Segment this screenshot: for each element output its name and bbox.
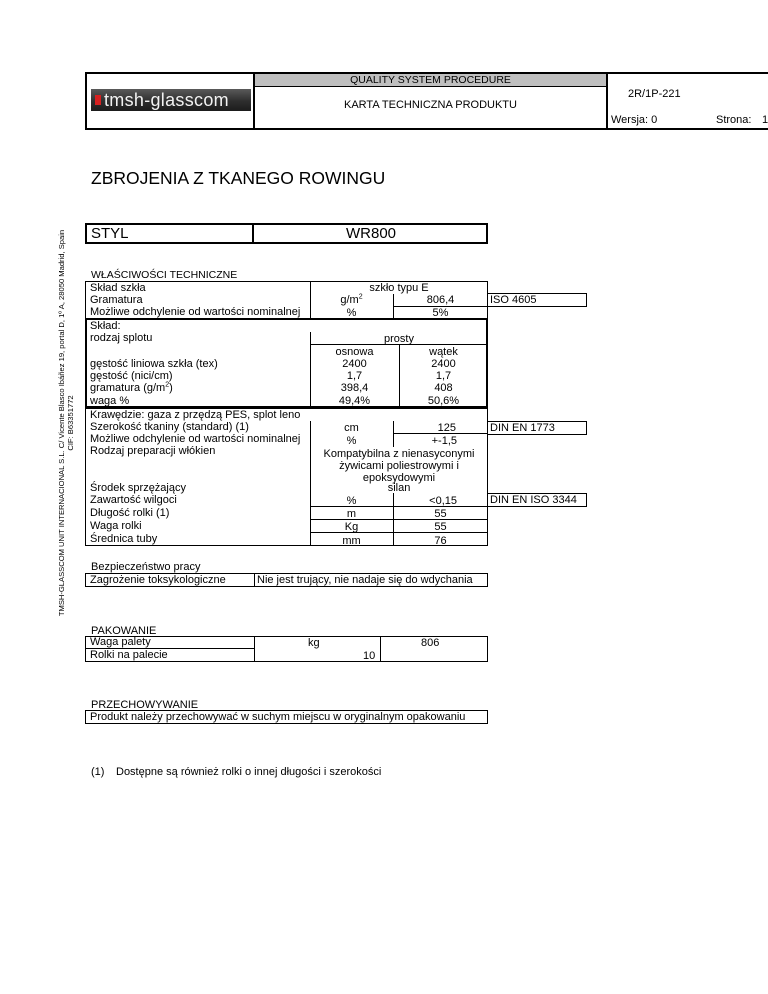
deviation-unit: %	[346, 307, 357, 319]
safety-heading: Bezpieczeństwo pracy	[91, 561, 201, 573]
edges-label: Krawędzie: gaza z przędzą PES, splot leno	[90, 409, 301, 421]
footnote-mark: (1)	[91, 766, 105, 778]
sizing-label: Rodzaj preparacji włókien	[90, 445, 216, 457]
pallet-weight-label: Waga palety	[90, 636, 151, 648]
linear-density-label: gęstość liniowa szkła (tex)	[90, 358, 218, 370]
sidebar-company-text	[57, 123, 75, 723]
weight-pct-warp: 49,4%	[338, 395, 371, 407]
weave-grammage-label	[90, 382, 173, 394]
sizing-line-3: epoksydowymi	[362, 472, 436, 484]
storage-heading: PRZECHOWYWANIE	[91, 699, 199, 711]
sidebar-cif: CIF: B63351772	[66, 395, 75, 451]
coupling-value: silan	[387, 482, 411, 494]
packing-heading: PAKOWANIE	[91, 625, 157, 637]
toxicology-value: Nie jest trujący, nie nadaje się do wdychania	[257, 574, 473, 586]
thread-density-label: gęstość (nici/cm)	[90, 370, 173, 382]
company-logo	[91, 89, 251, 111]
thread-density-warp: 1,7	[346, 370, 363, 382]
tube-diameter-unit: mm	[342, 535, 361, 547]
pallet-weight-unit: kg	[308, 637, 320, 649]
weight-pct-weft: 50,6%	[427, 395, 460, 407]
moisture-unit: %	[346, 495, 357, 507]
roll-weight-value: 55	[434, 521, 447, 533]
sizing-line-1: Kompatybilna z nienasyconymi	[323, 448, 475, 460]
rolls-per-pallet-label: Rolki na palecie	[90, 649, 168, 661]
weft-header: wątek	[429, 346, 458, 358]
composition-label: Skład:	[90, 320, 121, 332]
grammage-value: 806,4	[426, 294, 455, 306]
coupling-label: Środek sprzężający	[90, 482, 186, 494]
roll-length-unit: m	[346, 508, 357, 520]
grammage-label: Gramatura	[90, 294, 143, 306]
grammage-unit	[310, 294, 393, 306]
grammage-unit-text: g/m	[340, 294, 359, 306]
tube-diameter-value: 76	[434, 535, 447, 547]
tech-heading: WŁAŚCIWOŚCI TECHNICZNE	[91, 269, 238, 281]
deviation-label: Możliwe odchylenie od wartości nominalnej	[90, 306, 301, 318]
width-deviation-label: Możliwe odchylenie od wartości nominalnej	[90, 433, 301, 445]
glass-label: Skład szkła	[90, 282, 146, 294]
width-deviation-value: +-1,5	[431, 435, 457, 447]
moisture-value: <0,15	[429, 495, 457, 507]
width-value: 125	[437, 422, 456, 434]
sizing-line-2: żywicami poliestrowymi i	[339, 460, 459, 472]
width-unit: cm	[344, 422, 359, 434]
glass-type: szkło typu E	[369, 282, 429, 294]
grammage-unit-sup: 2	[358, 293, 363, 301]
warp-header: osnowa	[335, 346, 374, 358]
rolls-per-pallet-value: 10	[363, 650, 376, 662]
style-value: WR800	[345, 225, 397, 242]
style-label: STYL	[91, 225, 129, 242]
toxicology-label: Zagrożenie toksykologiczne	[90, 574, 226, 586]
weave-label: rodzaj splotu	[90, 332, 153, 344]
page-label: Strona:	[716, 114, 752, 126]
sidebar-address: TMSH-GLASSCOM UNIT INTERNACIONAL S.L. C/ Vicente Blasco Ibáñez 19, portal D, 1º A, 28050 Madrid, Spain	[57, 229, 66, 617]
width-deviation-unit: %	[346, 435, 357, 447]
weight-pct-label: waga %	[90, 395, 130, 407]
weave-grammage-sup: 2	[165, 381, 170, 389]
weave-grammage-paren: )	[169, 382, 173, 394]
standard-iso4605: ISO 4605	[490, 294, 537, 306]
width-label: Szerokość tkaniny (standard) (1)	[90, 421, 249, 433]
deviation-value: 5%	[432, 307, 449, 319]
roll-weight-unit: Kg	[344, 521, 359, 533]
standard-din-en-1773: DIN EN 1773	[490, 422, 555, 434]
standard-din-en-iso-3344: DIN EN ISO 3344	[490, 494, 577, 506]
tube-diameter-label: Średnica tuby	[90, 533, 158, 545]
roll-weight-label: Waga rolki	[90, 520, 142, 532]
header-title: KARTA TECHNICZNA PRODUKTU	[344, 99, 517, 111]
weave-grammage-weft: 408	[434, 382, 453, 394]
storage-text: Produkt należy przechowywać w suchym miejscu w oryginalnym opakowaniu	[90, 711, 466, 723]
logo-text: tmsh-glasscom	[104, 90, 229, 110]
roll-length-value: 55	[434, 508, 447, 520]
pallet-weight-value: 806	[421, 637, 440, 649]
header-top-title: QUALITY SYSTEM PROCEDURE	[350, 74, 511, 86]
roll-length-label: Długość rolki (1)	[90, 507, 170, 519]
page-number: 1	[762, 114, 768, 126]
weave-value: prosty	[384, 333, 414, 345]
logo-mark-icon	[95, 95, 101, 105]
thread-density-weft: 1,7	[435, 370, 452, 382]
doc-code: 2R/1P-221	[628, 88, 681, 100]
footnote-text: Dostępne są również rolki o innej długości i szerokości	[116, 766, 382, 778]
moisture-label: Zawartość wilgoci	[90, 494, 177, 506]
weave-grammage-text: gramatura (g/m	[90, 382, 166, 394]
linear-density-warp: 2400	[342, 358, 367, 370]
weave-grammage-warp: 398,4	[340, 382, 369, 394]
linear-density-weft: 2400	[431, 358, 456, 370]
document-title: ZBROJENIA Z TKANEGO ROWINGU	[91, 168, 386, 188]
doc-version: Wersja: 0	[611, 114, 658, 126]
